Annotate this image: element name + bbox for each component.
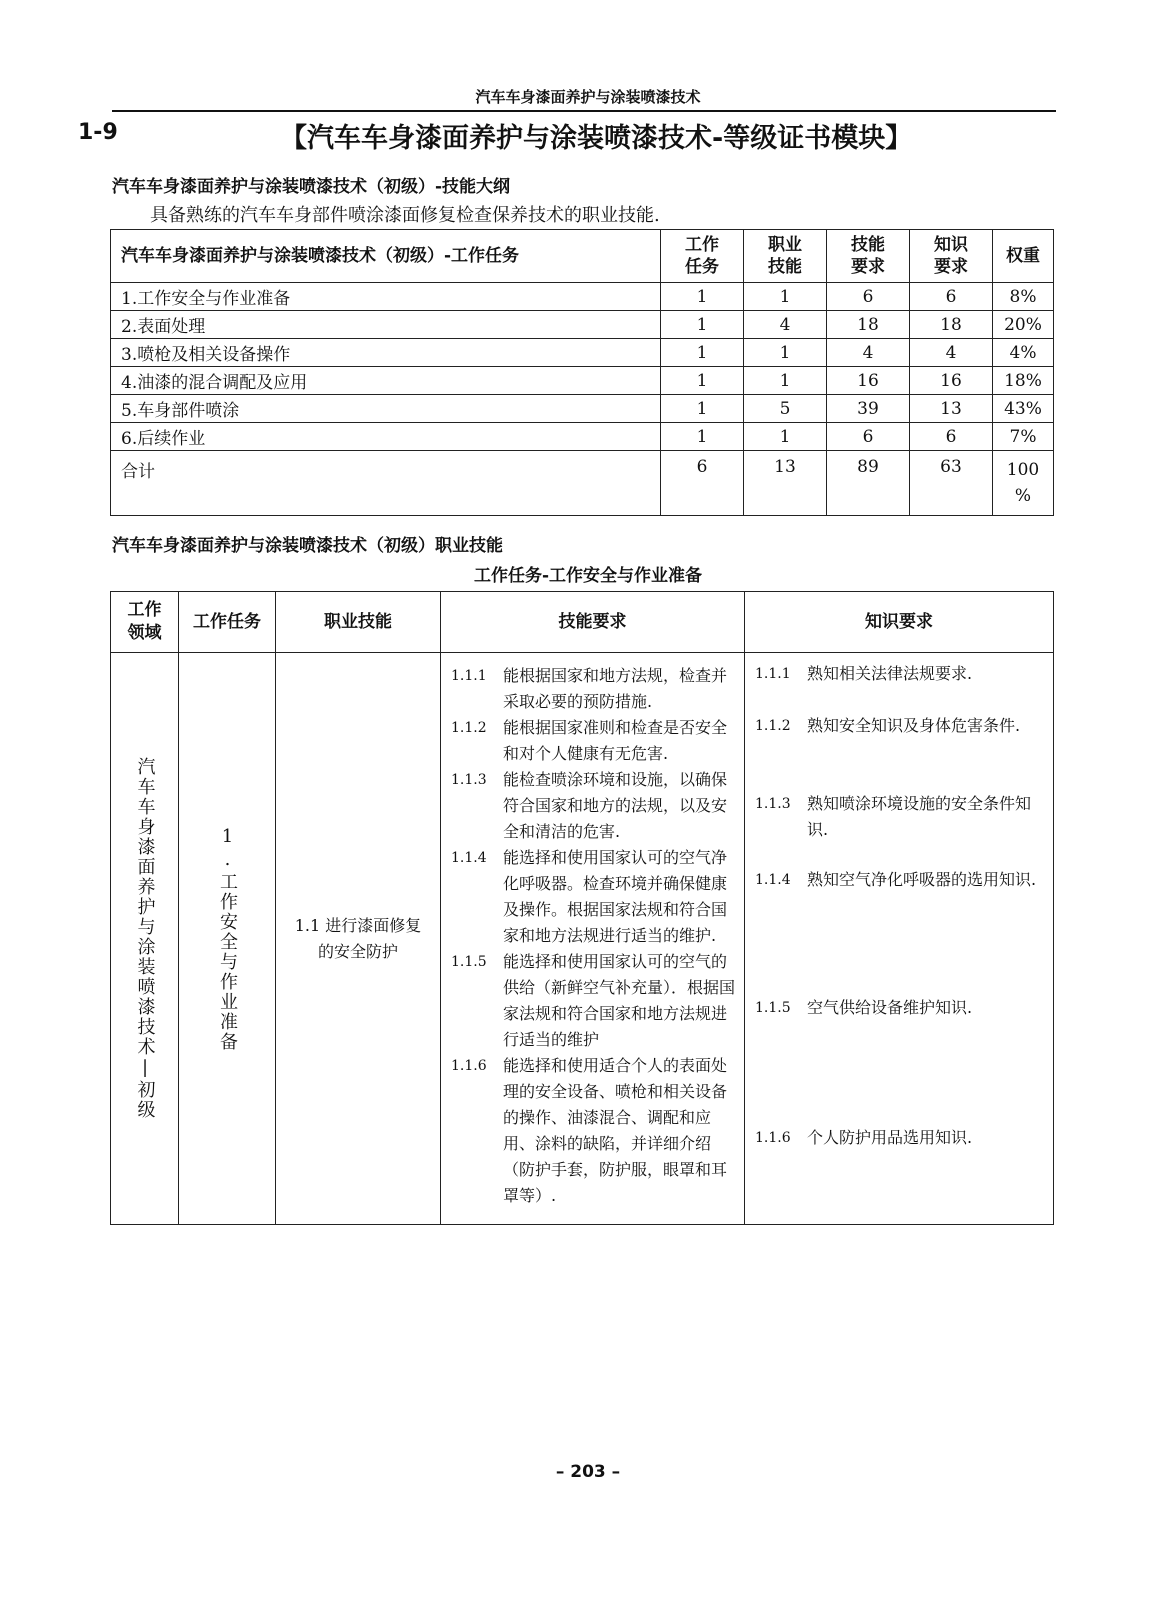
list-item bbox=[755, 1125, 1047, 1151]
knowledge-text: 个人防护用品选用知识. bbox=[807, 1128, 973, 1147]
list-item bbox=[451, 1053, 738, 1209]
subtable-title: 工作任务-工作安全与作业准备 bbox=[473, 566, 703, 586]
knowledge-text: 空气供给设备维护知识. bbox=[807, 998, 973, 1017]
cell-value: 18 bbox=[827, 311, 910, 339]
table-row bbox=[111, 283, 1054, 311]
knowledge-text: 熟知空气净化呼吸器的选用知识. bbox=[807, 870, 1037, 889]
knowledge-text: 熟知安全知识及身体危害条件. bbox=[807, 716, 1021, 735]
running-header: 汽车车身漆面养护与涂装喷漆技术 bbox=[475, 88, 701, 106]
cell-value: 1 bbox=[744, 339, 827, 367]
requirement-text: 能选择和使用国家认可的空气的供给（新鲜空气补充量）．根据国家法规和符合国家和地方法规进行适当的维护 bbox=[503, 952, 736, 1049]
list-item bbox=[451, 949, 738, 1053]
domain-text: 汽车车身漆面养护与涂装喷漆技术|初级 bbox=[134, 757, 156, 1120]
total-weight: 100 % bbox=[993, 451, 1054, 516]
page-number: – 203 – bbox=[555, 1462, 621, 1482]
total-value: 6 bbox=[661, 451, 744, 516]
cell-value: 1 bbox=[744, 367, 827, 395]
list-item bbox=[451, 663, 738, 715]
knowledge-number: 1.1.1 bbox=[755, 666, 791, 682]
requirement-text: 能选择和使用适合个人的表面处理的安全设备、喷枪和相关设备的操作、油漆混合、调配和应用、涂料的缺陷，并详细介绍（防护手套，防护服，眼罩和耳罩等）. bbox=[503, 1056, 728, 1205]
cell-weight: 8% bbox=[993, 283, 1054, 311]
list-item bbox=[755, 791, 1047, 843]
cell-value: 13 bbox=[910, 395, 993, 423]
knowledge-number: 1.1.3 bbox=[755, 796, 791, 812]
skills-header-requirements: 技能要求 bbox=[441, 592, 745, 653]
cell-value: 1 bbox=[661, 311, 744, 339]
domain-cell bbox=[111, 653, 179, 1225]
cell-value: 6 bbox=[910, 423, 993, 451]
task-text: 1.工作安全与作业准备 bbox=[217, 825, 238, 1052]
cell-value: 18 bbox=[910, 311, 993, 339]
knowledge-number: 1.1.4 bbox=[755, 872, 791, 888]
summary-header-skill-requirement: 技能 要求 bbox=[827, 230, 910, 283]
table-row bbox=[111, 367, 1054, 395]
task-name: 4.油漆的混合调配及应用 bbox=[111, 367, 661, 395]
requirement-text: 能根据国家准则和检查是否安全和对个人健康有无危害. bbox=[503, 718, 728, 763]
table-row bbox=[111, 311, 1054, 339]
section-title: 【汽车车身漆面养护与涂装喷漆技术-等级证书模块】 bbox=[280, 123, 913, 154]
requirement-number: 1.1.2 bbox=[451, 720, 487, 736]
cell-value: 4 bbox=[910, 339, 993, 367]
cell-value: 1 bbox=[744, 423, 827, 451]
task-name: 2.表面处理 bbox=[111, 311, 661, 339]
summary-header-work-task: 工作 任务 bbox=[661, 230, 744, 283]
cell-value: 6 bbox=[910, 283, 993, 311]
skill-text: 1.1 进行漆面修复 的安全防护 bbox=[294, 915, 422, 961]
requirement-number: 1.1.1 bbox=[451, 668, 487, 684]
total-row bbox=[111, 451, 1054, 516]
cell-weight: 20% bbox=[993, 311, 1054, 339]
requirement-text: 能根据国家和地方法规，检查并采取必要的预防措施. bbox=[503, 666, 728, 711]
requirement-number: 1.1.6 bbox=[451, 1058, 487, 1074]
list-item bbox=[451, 767, 738, 845]
task-name: 3.喷枪及相关设备操作 bbox=[111, 339, 661, 367]
skills-title: 汽车车身漆面养护与涂装喷漆技术（初级）职业技能 bbox=[112, 536, 503, 556]
total-value: 63 bbox=[910, 451, 993, 516]
task-name: 1.工作安全与作业准备 bbox=[111, 283, 661, 311]
knowledge-number: 1.1.6 bbox=[755, 1130, 791, 1146]
skills-body-row bbox=[111, 653, 1054, 1225]
skill-cell bbox=[276, 653, 441, 1225]
summary-header-task: 汽车车身漆面养护与涂装喷漆技术（初级）-工作任务 bbox=[111, 230, 661, 283]
total-label: 合计 bbox=[111, 451, 661, 516]
cell-weight: 7% bbox=[993, 423, 1054, 451]
cell-value: 16 bbox=[827, 367, 910, 395]
total-value: 89 bbox=[827, 451, 910, 516]
cell-value: 6 bbox=[827, 423, 910, 451]
syllabus-title: 汽车车身漆面养护与涂装喷漆技术（初级）-技能大纲 bbox=[112, 177, 511, 197]
summary-header-vocational-skill: 职业 技能 bbox=[744, 230, 827, 283]
cell-value: 4 bbox=[744, 311, 827, 339]
requirement-number: 1.1.5 bbox=[451, 954, 487, 970]
requirement-number: 1.1.4 bbox=[451, 850, 487, 866]
task-cell bbox=[179, 653, 276, 1225]
summary-header-knowledge-requirement: 知识 要求 bbox=[910, 230, 993, 283]
skills-header-domain: 工作 领域 bbox=[111, 592, 179, 653]
cell-value: 1 bbox=[661, 395, 744, 423]
summary-table bbox=[110, 229, 1054, 516]
knowledge-text: 熟知喷涂环境设施的安全条件知识. bbox=[807, 794, 1032, 839]
task-name: 5.车身部件喷涂 bbox=[111, 395, 661, 423]
skills-header-knowledge: 知识要求 bbox=[745, 592, 1054, 653]
knowledge-text: 熟知相关法律法规要求. bbox=[807, 664, 973, 683]
knowledge-cell bbox=[745, 653, 1054, 1225]
list-item bbox=[451, 845, 738, 949]
cell-value: 1 bbox=[661, 367, 744, 395]
skills-header-row bbox=[111, 592, 1054, 653]
summary-header-row bbox=[111, 230, 1054, 283]
list-item bbox=[755, 661, 1047, 687]
requirement-text: 能检查喷涂环境和设施，以确保符合国家和地方的法规，以及安全和清洁的危害. bbox=[503, 770, 728, 841]
cell-value: 39 bbox=[827, 395, 910, 423]
total-value: 13 bbox=[744, 451, 827, 516]
cell-value: 1 bbox=[661, 423, 744, 451]
list-item bbox=[755, 995, 1047, 1021]
cell-weight: 43% bbox=[993, 395, 1054, 423]
summary-header-weight: 权重 bbox=[993, 230, 1054, 283]
table-row bbox=[111, 423, 1054, 451]
table-row bbox=[111, 395, 1054, 423]
cell-value: 1 bbox=[744, 283, 827, 311]
cell-value: 4 bbox=[827, 339, 910, 367]
list-item bbox=[451, 715, 738, 767]
header-rule bbox=[112, 110, 1056, 112]
list-item bbox=[755, 867, 1047, 893]
cell-value: 16 bbox=[910, 367, 993, 395]
intro-text: 具备熟练的汽车车身部件喷涂漆面修复检查保养技术的职业技能. bbox=[150, 205, 660, 226]
requirement-text: 能选择和使用国家认可的空气净化呼吸器。检查环境并确保健康及操作。根据国家法规和符合国家和地方法规进行适当的维护. bbox=[503, 848, 728, 945]
section-number: 1-9 bbox=[78, 120, 118, 145]
cell-value: 1 bbox=[661, 283, 744, 311]
requirement-number: 1.1.3 bbox=[451, 772, 487, 788]
knowledge-number: 1.1.5 bbox=[755, 1000, 791, 1016]
knowledge-number: 1.1.2 bbox=[755, 718, 791, 734]
task-name: 6.后续作业 bbox=[111, 423, 661, 451]
skills-table bbox=[110, 591, 1054, 1225]
skills-header-task: 工作任务 bbox=[179, 592, 276, 653]
skills-header-skill: 职业技能 bbox=[276, 592, 441, 653]
cell-weight: 18% bbox=[993, 367, 1054, 395]
cell-value: 5 bbox=[744, 395, 827, 423]
requirements-cell bbox=[441, 653, 745, 1225]
cell-value: 6 bbox=[827, 283, 910, 311]
cell-weight: 4% bbox=[993, 339, 1054, 367]
table-row bbox=[111, 339, 1054, 367]
cell-value: 1 bbox=[661, 339, 744, 367]
list-item bbox=[755, 713, 1047, 739]
